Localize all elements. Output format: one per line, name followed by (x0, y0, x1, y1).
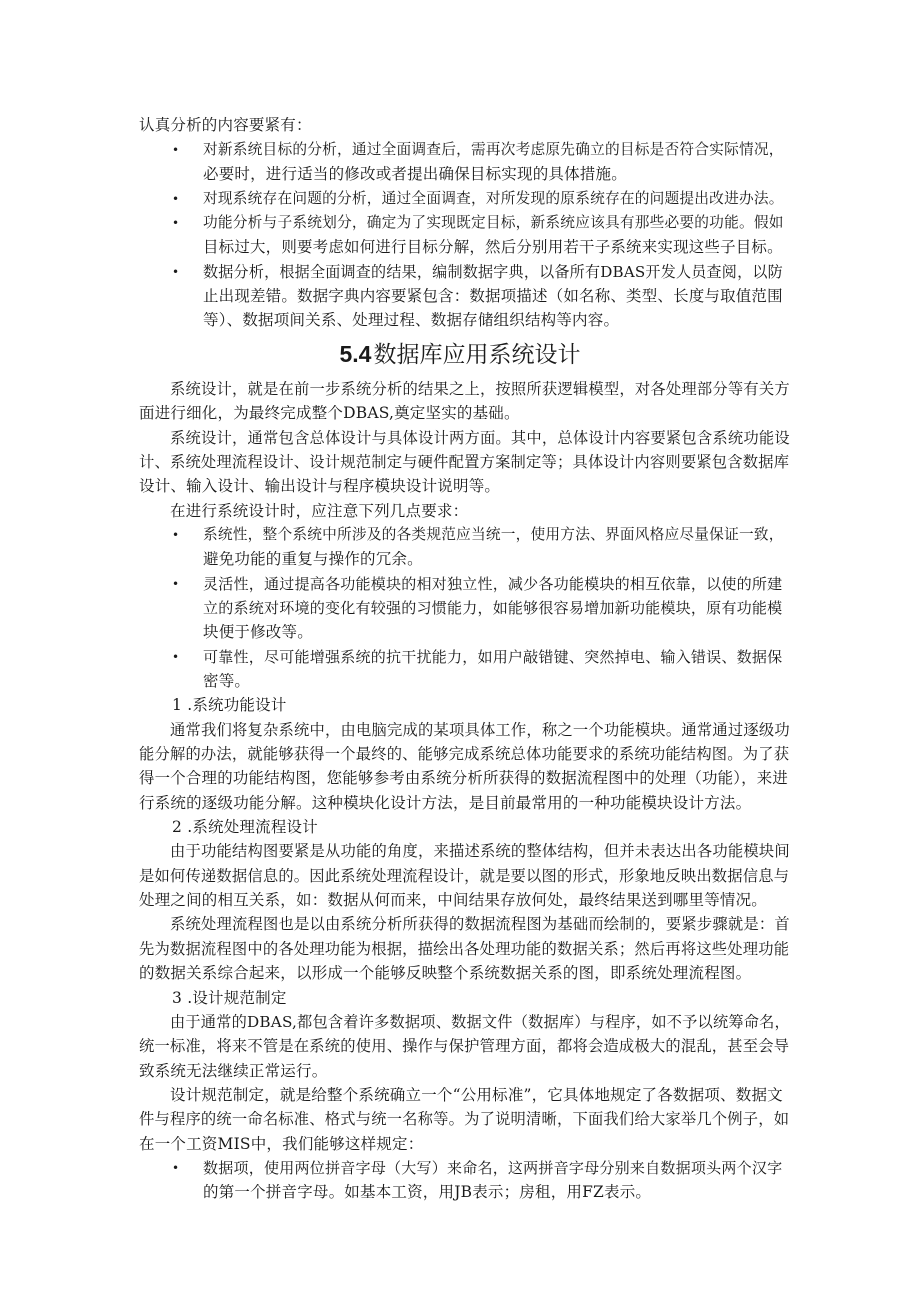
paragraph-line: 系统处理流程图也是以由系统分析所获得的数据流程图为基础而绘制的，要紧步骤就是：首 (170, 915, 790, 933)
list-item-line: 块便于修改等。 (203, 623, 313, 641)
paragraph-line: 通常我们将复杂系统中，由电脑完成的某项具体工作，称之一个功能模块。通常通过逐级功 (170, 721, 790, 739)
bullet-icon: • (172, 216, 180, 230)
paragraph-line: 计、系统处理流程设计、设计规范制定与硬件配置方案制定等；具体设计内容则要紧包含数据库 (139, 453, 790, 471)
subsection-heading: 3 .设计规范制定 (172, 989, 287, 1007)
bullet-icon: • (172, 192, 180, 206)
paragraph-line: 认真分析的内容要紧有： (139, 116, 312, 134)
paragraph-line: 由于通常的DBAS,都包含着许多数据项、数据文件（数据库）与程序，如不予以统筹命名， (170, 1013, 790, 1031)
list-item-line: 灵活性，通过提高各功能模块的相对独立性，减少各功能模块的相互依靠，以使的所建 (203, 575, 783, 593)
paragraph-line: 件与程序的统一命名标准、格式与统一名称等。为了说明清晰，下面我们给大家举几个例子，如 (139, 1110, 790, 1128)
subsection-heading: 1 .系统功能设计 (172, 696, 287, 714)
bullet-icon: • (172, 265, 180, 279)
bullet-icon: • (172, 143, 180, 157)
section-title: 数据库应用系统设计 (373, 342, 581, 368)
list-item-line: 功能分析与子系统划分，确定为了实现既定目标，新系统应该具有那些必要的功能。假如 (203, 214, 784, 231)
paragraph-line: 系统设计，就是在前一步系统分析的结果之上，按照所获逻辑模型，对各处理部分等有关方 (170, 380, 790, 398)
paragraph-line: 行系统的逐级功能分解。这种模块化设计方法，是目前最常用的一种功能模块设计方法。 (139, 794, 752, 812)
list-item-line: 的第一个拼音字母。如基本工资，用JB表示；房租，用FZ表示。 (203, 1183, 652, 1201)
list-item-line: 等）、数据项间关系、处理过程、数据存储组织结构等内容。 (203, 311, 620, 329)
section-number: 5.4 (339, 341, 372, 367)
paragraph-line: 在一个工资MIS中，我们能够这样规定： (139, 1135, 424, 1153)
bullet-icon: • (172, 577, 180, 591)
paragraph-line: 能分解的办法，就能够获得一个最终的、能够完成系统总体功能要求的系统功能结构图。为了获 (139, 745, 790, 763)
section-heading (0, 338, 920, 371)
list-item-line: 止出现差错。数据字典内容要紧包含：数据项描述（如名称、类型、长度与取值范围 (203, 287, 783, 305)
paragraph-line: 系统设计，通常包含总体设计与具体设计两方面。其中，总体设计内容要紧包含系统功能设 (170, 429, 790, 447)
list-item-line: 必要时，进行适当的修改或者提出确保目标实现的具体措施。 (203, 165, 627, 183)
list-item-line: 对现系统存在问题的分析，通过全面调查，对所发现的原系统存在的问题提出改进办法。 (203, 190, 784, 207)
paragraph-line: 由于功能结构图要紧是从功能的角度，来描述系统的整体结构，但并未表达出各功能模块间 (170, 842, 790, 860)
bullet-icon: • (172, 528, 180, 542)
list-item-line: 避免功能的重复与操作的冗余。 (203, 550, 423, 568)
list-item-line: 目标过大，则要考虑如何进行目标分解，然后分别用若干子系统来实现这些子目标。 (203, 238, 783, 256)
paragraph-line: 处理之间的相互关系，如：数据从何而来，中间结果存放何处，最终结果送到哪里等情况。 (139, 891, 768, 909)
paragraph-line: 致系统无法继续正常运行。 (139, 1062, 328, 1080)
list-item-line: 对新系统目标的分析，通过全面调查后，需再次考虑原先确立的目标是否符合实际情况， (203, 141, 784, 158)
bullet-icon: • (172, 1161, 180, 1175)
paragraph-line: 设计规范制定，就是给整个系统确立一个“公用标准”，它具体地规定了各数据项、数据文 (170, 1086, 783, 1104)
paragraph-line: 得一个合理的功能结构图，您能够参考由系统分析所获得的数据流程图中的处理（功能），来进 (139, 769, 789, 787)
paragraph-line: 是如何传递数据信息的。因此系统处理流程设计，就是要以图的形式，形象地反映出数据信息与 (139, 867, 790, 885)
list-item-line: 密等。 (203, 672, 251, 690)
list-item-line: 可靠性，尽可能增强系统的抗干扰能力，如用户敲错键、突然掉电、输入错误、数据保 (203, 648, 783, 666)
list-item-line: 数据分析，根据全面调查的结果，编制数据字典，以备所有DBAS开发人员查阅，以防 (203, 263, 783, 281)
paragraph-line: 设计、输入设计、输出设计与程序模块设计说明等。 (139, 477, 501, 495)
paragraph-line: 统一标准，将来不管是在系统的使用、操作与保护管理方面，都将会造成极大的混乱，甚至会导 (139, 1037, 790, 1055)
paragraph-line: 的数据关系综合起来，以形成一个能够反映整个系统数据关系的图，即系统处理流程图。 (139, 964, 752, 982)
subsection-heading: 2 .系统处理流程设计 (172, 818, 318, 836)
list-item-line: 数据项，使用两位拼音字母（大写）来命名，这两拼音字母分别来自数据项头两个汉字 (203, 1159, 783, 1177)
list-item-line: 系统性，整个系统中所涉及的各类规范应当统一，使用方法、界面风格应尽量保证一致， (203, 526, 784, 543)
list-item-line: 立的系统对环境的变化有较强的习惯能力，如能够很容易增加新功能模块，原有功能模 (203, 599, 783, 617)
paragraph-line: 在进行系统设计时，应注意下列几点要求： (170, 502, 469, 520)
bullet-icon: • (172, 650, 180, 664)
paragraph-line: 面进行细化，为最终完成整个DBAS,奠定坚实的基础。 (139, 404, 520, 422)
paragraph-line: 先为数据流程图中的各处理功能为根据，描绘出各处理功能的数据关系；然后再将这些处理功能 (139, 940, 790, 958)
